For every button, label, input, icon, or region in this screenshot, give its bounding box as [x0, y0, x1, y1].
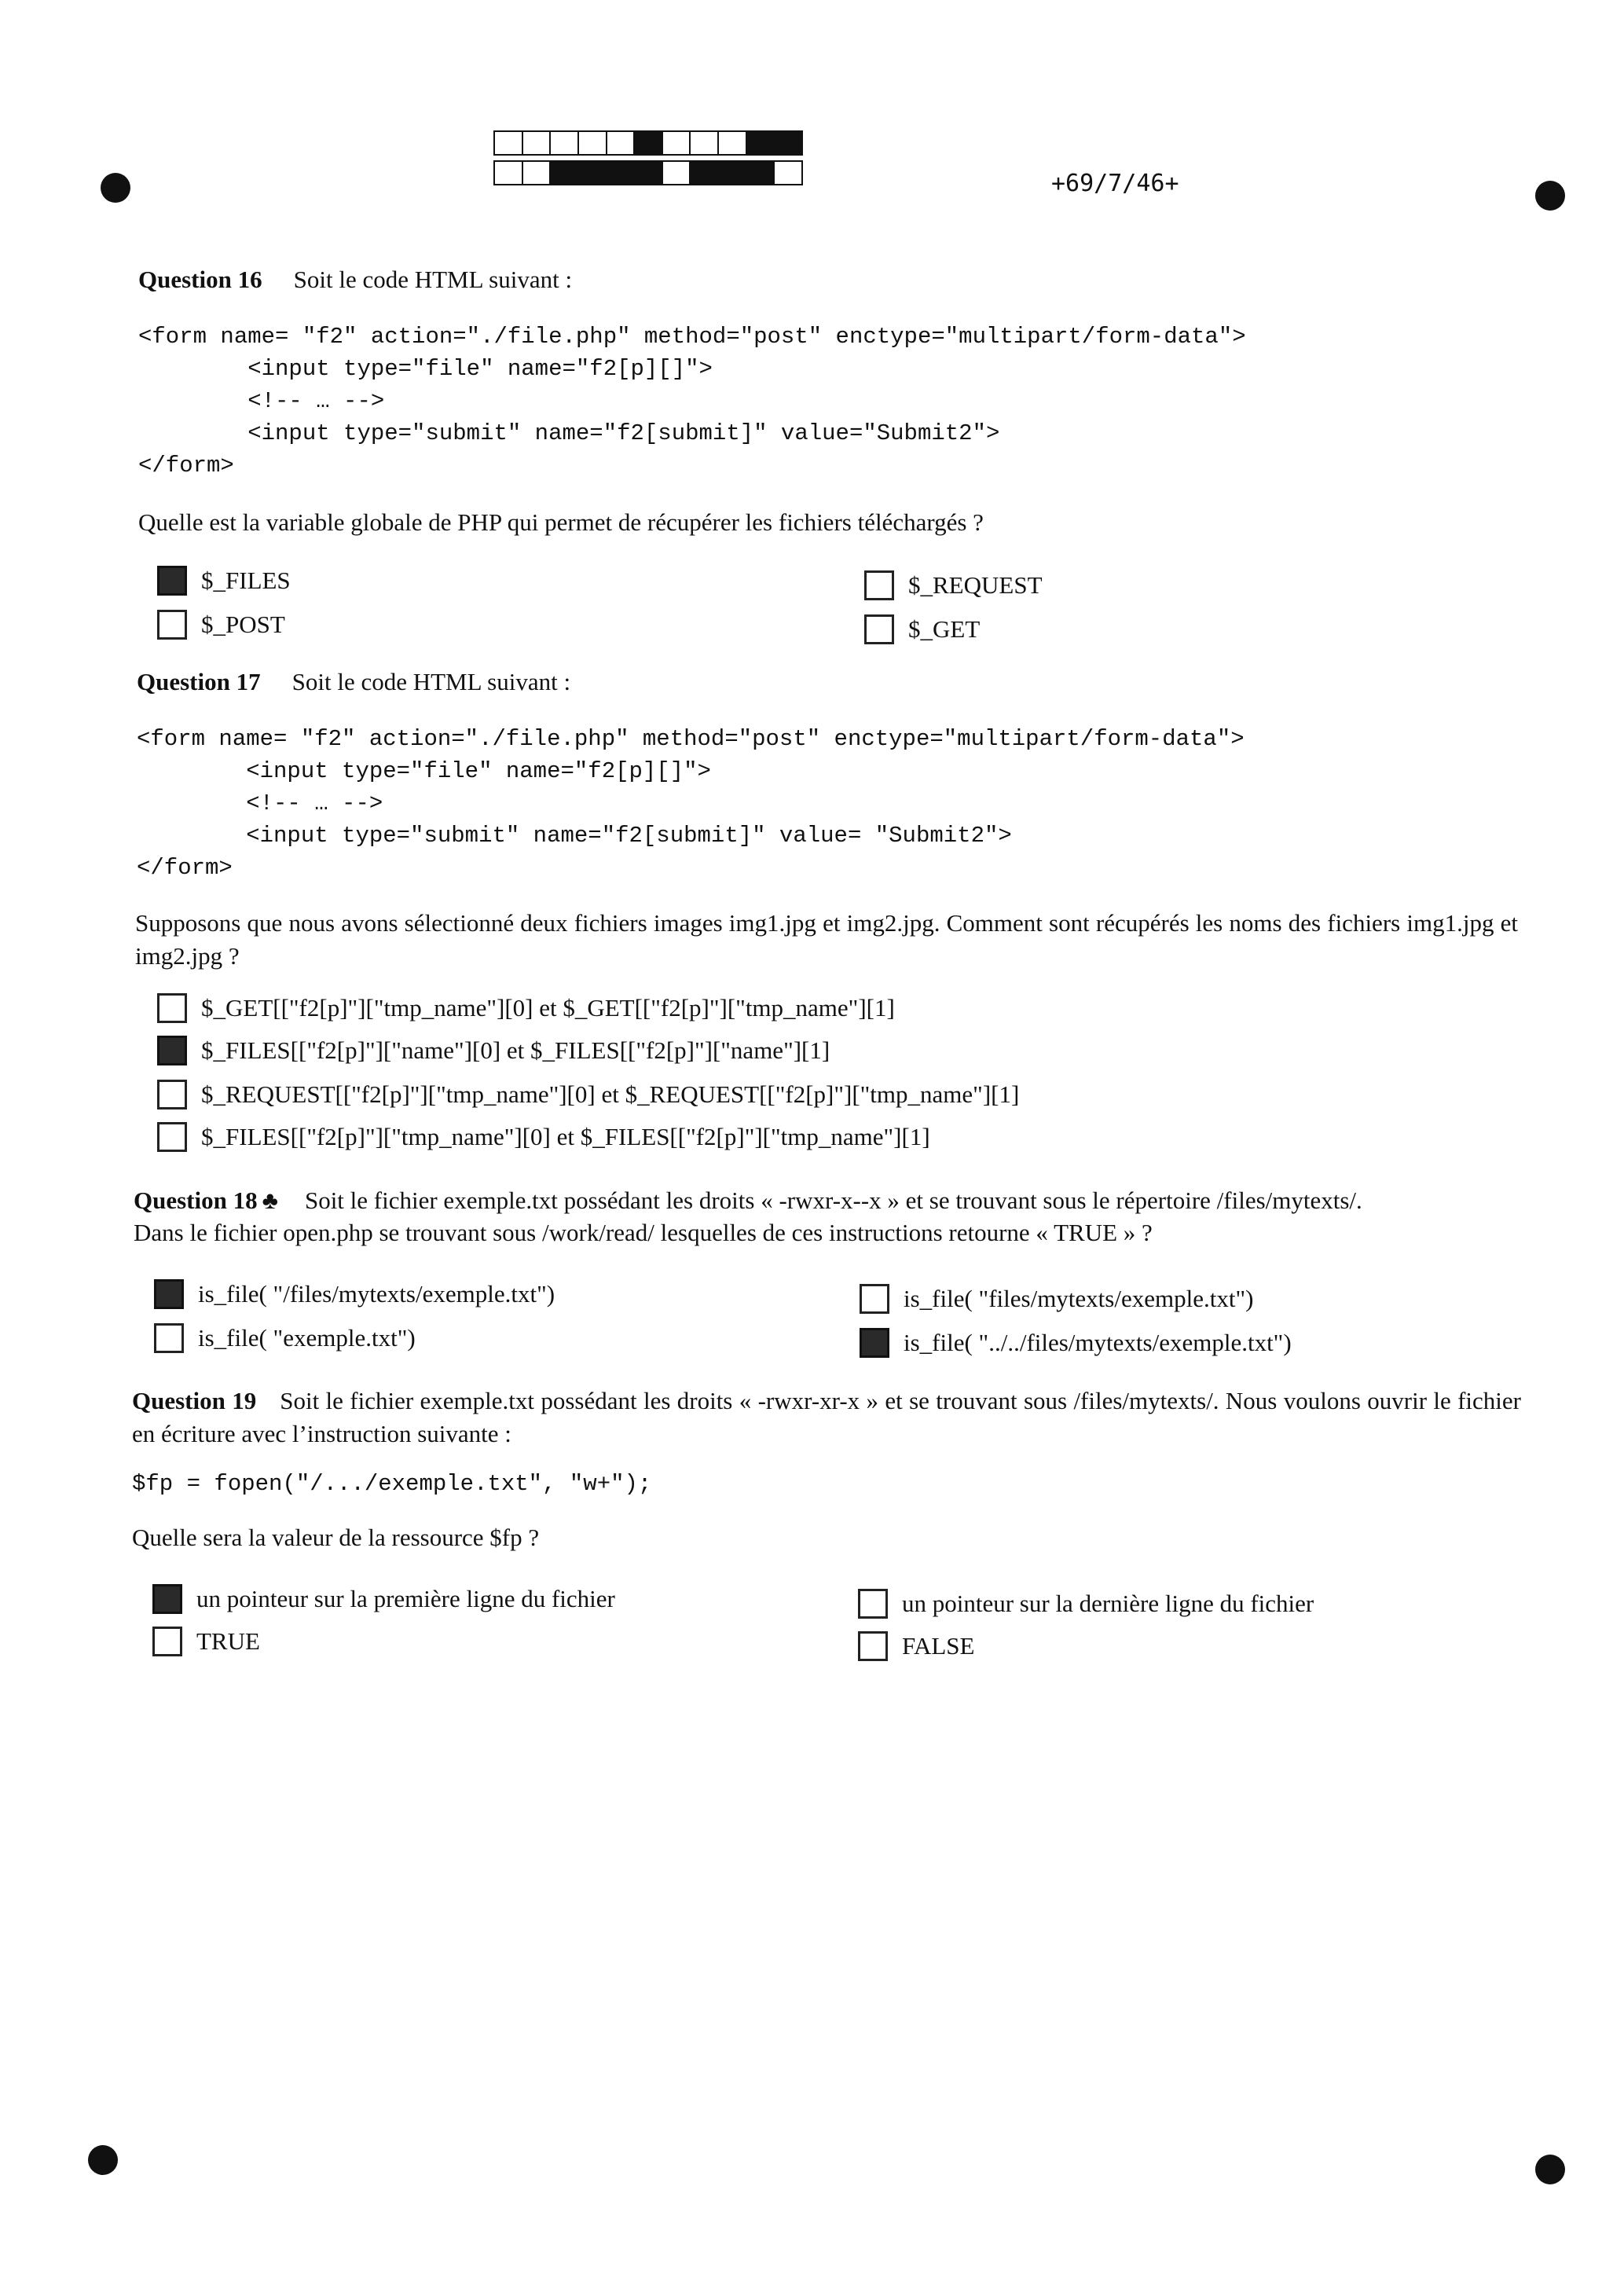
- option-label: $_FILES: [201, 567, 291, 594]
- q19-option-true[interactable]: [152, 1627, 260, 1656]
- checkbox-checked[interactable]: [157, 1036, 187, 1065]
- q16-option-get[interactable]: [864, 614, 980, 644]
- question-17-code: <form name= "f2" action="./file.php" method="post" enctype="multipart/form-data"> <input type="file" name="f2[p][]"> <!-- … --> <input type="submit" name="f2[submit]" value= "Submit2"> </form>: [137, 726, 1245, 881]
- club-icon: ♣: [262, 1187, 278, 1214]
- option-label: $_FILES[["f2[p]"]["tmp_name"][0] et $_FILES[["f2[p]"]["tmp_name"][1]: [201, 1123, 930, 1150]
- option-label: $_POST: [201, 611, 285, 638]
- checkbox[interactable]: [860, 1284, 889, 1314]
- q18-option-absolute[interactable]: [154, 1279, 555, 1309]
- option-label: un pointeur sur la première ligne du fichier: [196, 1585, 615, 1612]
- option-label: $_GET: [908, 615, 981, 643]
- registration-mark-bottom-right: [1535, 2155, 1565, 2184]
- question-18-text: Dans le fichier open.php se trouvant sous /work/read/ lesquelles de ces instructions retourne « TRUE » ?: [134, 1219, 1153, 1246]
- checkbox[interactable]: [154, 1323, 184, 1353]
- question-number: Question 17: [137, 668, 261, 695]
- checkbox[interactable]: [157, 993, 187, 1023]
- question-number: Question 16: [138, 266, 262, 293]
- option-label: $_REQUEST[["f2[p]"]["tmp_name"][0] et $_REQUEST[["f2[p]"]["tmp_name"][1]: [201, 1080, 1020, 1108]
- option-label: $_REQUEST: [908, 571, 1043, 599]
- option-label: is_file( "../../files/mytexts/exemple.txt"): [904, 1329, 1292, 1356]
- question-intro: Soit le fichier exemple.txt possédant les droits « -rwxr-xr-x » et se trouvant sous /files/mytexts/. Nous voulons ouvrir le fichier en écriture avec l’instruction suivante :: [132, 1387, 1521, 1447]
- question-intro: Soit le fichier exemple.txt possédant les droits « -rwxr-x--x » et se trouvant sous le répertoire /files/mytexts/.: [304, 1187, 1362, 1214]
- question-17-text: Supposons que nous avons sélectionné deux fichiers images img1.jpg et img2.jpg. Comment sont récupérés les noms des fichiers img1.jpg et img2.jpg ?: [135, 909, 1518, 970]
- option-label: is_file( "/files/mytexts/exemple.txt"): [198, 1280, 555, 1308]
- checkbox[interactable]: [864, 570, 894, 600]
- q17-option-request[interactable]: [157, 1080, 1019, 1109]
- registration-mark-top-left: [101, 173, 130, 203]
- question-19-code: $fp = fopen("/.../exemple.txt", "w+");: [132, 1471, 652, 1497]
- q17-option-get[interactable]: [157, 993, 895, 1023]
- q16-option-post[interactable]: [157, 610, 285, 640]
- question-17-heading: [137, 666, 570, 698]
- q18-option-parent[interactable]: [860, 1328, 1292, 1358]
- question-number: Question 18: [134, 1187, 258, 1214]
- question-16-text: Quelle est la variable globale de PHP qui permet de récupérer les fichiers téléchargés ?: [138, 508, 984, 536]
- checkbox[interactable]: [858, 1631, 888, 1661]
- question-19-heading: [132, 1385, 1521, 1451]
- q18-option-relative[interactable]: [154, 1323, 416, 1353]
- option-label: $_GET[["f2[p]"]["tmp_name"][0] et $_GET[["f2[p]"]["tmp_name"][1]: [201, 994, 895, 1021]
- question-19-text: Quelle sera la valeur de la ressource $fp ?: [132, 1524, 540, 1551]
- q19-option-false[interactable]: [858, 1631, 974, 1661]
- page-id: +69/7/46+: [1051, 170, 1179, 197]
- option-label: un pointeur sur la dernière ligne du fichier: [902, 1590, 1314, 1617]
- checkbox-checked[interactable]: [157, 566, 187, 596]
- id-barcode-top: [493, 130, 803, 156]
- option-label: $_FILES[["f2[p]"]["name"][0] et $_FILES[["f2[p]"]["name"][1]: [201, 1036, 830, 1064]
- q17-option-files-name[interactable]: [157, 1036, 830, 1065]
- question-intro: Soit le code HTML suivant :: [293, 266, 573, 293]
- question-18-heading: [134, 1185, 1362, 1216]
- option-label: is_file( "files/mytexts/exemple.txt"): [904, 1285, 1254, 1312]
- checkbox-checked[interactable]: [860, 1328, 889, 1358]
- q18-option-files[interactable]: [860, 1284, 1253, 1314]
- question-number: Question 19: [132, 1387, 257, 1414]
- option-label: is_file( "exemple.txt"): [198, 1324, 416, 1352]
- checkbox-checked[interactable]: [152, 1584, 182, 1614]
- registration-mark-bottom-left: [88, 2145, 118, 2175]
- question-16-heading: [138, 264, 572, 295]
- q17-option-files-tmp[interactable]: [157, 1122, 930, 1152]
- option-label: TRUE: [196, 1627, 260, 1655]
- q16-option-request[interactable]: [864, 570, 1043, 600]
- option-label: FALSE: [902, 1632, 975, 1660]
- checkbox[interactable]: [157, 1080, 187, 1109]
- checkbox[interactable]: [864, 614, 894, 644]
- q19-option-first-line[interactable]: [152, 1584, 615, 1614]
- id-barcode-bottom: [493, 160, 803, 185]
- registration-mark-top-right: [1535, 181, 1565, 211]
- checkbox[interactable]: [157, 1122, 187, 1152]
- q16-option-files[interactable]: [157, 566, 291, 596]
- question-intro: Soit le code HTML suivant :: [291, 668, 571, 695]
- checkbox[interactable]: [157, 610, 187, 640]
- checkbox-checked[interactable]: [154, 1279, 184, 1309]
- checkbox[interactable]: [152, 1627, 182, 1656]
- checkbox[interactable]: [858, 1589, 888, 1619]
- question-16-code: <form name= "f2" action="./file.php" method="post" enctype="multipart/form-data"> <input type="file" name="f2[p][]"> <!-- … --> <input type="submit" name="f2[submit]" value="Submit2"> </form>: [138, 324, 1246, 479]
- q19-option-last-line[interactable]: [858, 1589, 1314, 1619]
